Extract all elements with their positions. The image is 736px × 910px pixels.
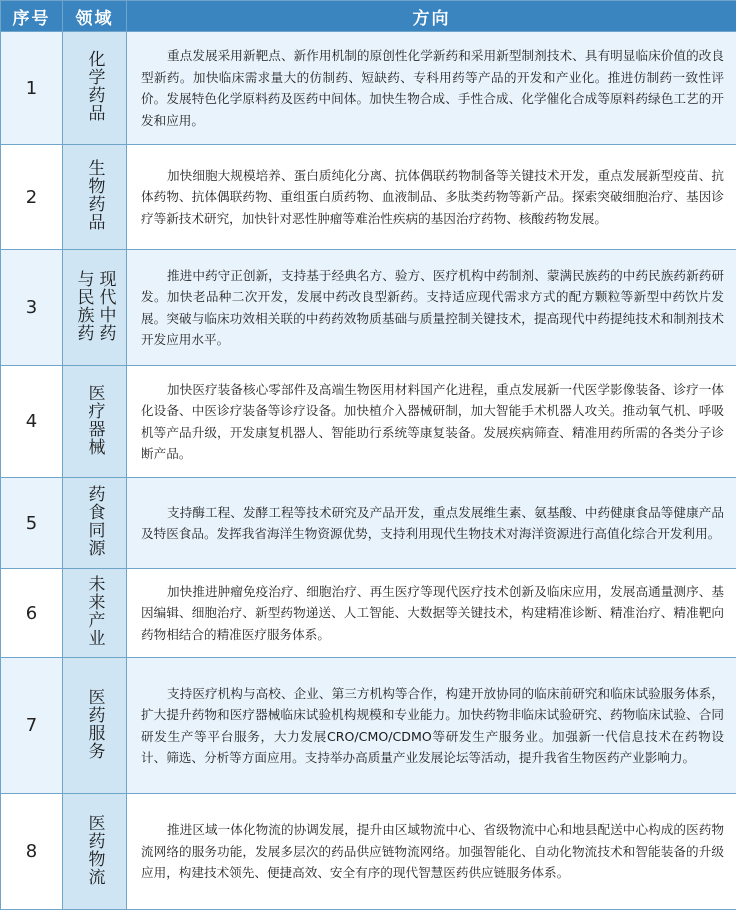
row-description (127, 478, 736, 569)
table-row (1, 145, 736, 250)
row-description-text: 推进区域一体化物流的协调发展，提升由区域物流中心、省级物流中心和地县配送中心构成的医药物流网络的服务功能，发展多层次的药品供应链物流网络。加强智能化、自动化物流技术和智能装备的升级应用，构建技术领先、便捷高效、安全有序的现代智慧医药供应链服务体系。 (141, 822, 724, 881)
header-num: 序号 (1, 1, 63, 32)
table-row (1, 478, 736, 569)
table-row (1, 250, 736, 366)
row-num: 4 (1, 366, 63, 478)
table-row (1, 658, 736, 794)
row-num: 6 (1, 569, 63, 658)
row-description-text: 支持医疗机构与高校、企业、第三方机构等合作，构建开放协同的临床前研究和临床试验服务体系，扩大提升药物和医疗器械临床试验机构规模和专业能力。加快药物非临床试验研究、药物临床试验、合同研发生产等平台服务，大力发展CRO/CMO/CDMO等研发生产服务业。加强新一代信息技术在药物设计、筛选、分析等方面应用。支持举办高质量产业发展论坛等活动，提升我省生物医药产业影响力。 (141, 685, 724, 765)
row-field-label: 医药服务 (84, 687, 105, 760)
row-field-label: 化学药品 (84, 50, 105, 122)
table-row (1, 32, 736, 145)
row-field-label: 生物药品 (84, 159, 105, 231)
row-field-label: 未来产业 (84, 575, 105, 647)
row-description (127, 366, 736, 478)
table-row (1, 794, 736, 910)
row-description (127, 32, 736, 145)
row-description (127, 794, 736, 910)
row-field (63, 145, 127, 250)
table-row (1, 366, 736, 478)
row-num: 7 (1, 658, 63, 794)
row-description-text: 支持酶工程、发酵工程等技术研究及产品开发，重点发展维生素、氨基酸、中药健康食品等健康产品及特医食品。发挥我省海洋生物资源优势，支持利用现代生物技术对海洋资源进行高值化综合开发利用。 (141, 504, 724, 541)
row-description (127, 250, 736, 366)
row-description-text: 加快医疗装备核心零部件及高端生物医用材料国产化进程，重点发展新一代医学影像装备、诊疗一体化设备、中医诊疗装备等诊疗设备。加快植介入器械研制，加大智能手术机器人攻关。推动氧气机、呼吸机等产品升级，开发康复机器人、智能助行系统等康复装备。发展疾病筛查、精准用药所需的各类分子诊断产品。 (141, 381, 724, 461)
table-header (1, 1, 736, 32)
header-field: 领域 (63, 1, 127, 32)
row-field (63, 250, 127, 366)
row-description (127, 569, 736, 658)
row-description-text: 推进中药守正创新，支持基于经典名方、验方、医疗机构中药制剂、蒙满民族药的中药民族药新药研发。加快老品种二次开发，发展中药改良型新药。支持适应现代需求方式的配方颗粒等新型中药饮片发展。突破与临床功效相关联的中药药效物质基础与质量控制关键技术，提高现代中药提纯技术和制剂技术开发应用水平。 (141, 267, 724, 347)
row-description (127, 658, 736, 794)
row-num: 3 (1, 250, 63, 366)
row-num: 1 (1, 32, 63, 145)
row-field (63, 794, 127, 910)
row-field-label: 医药物流 (84, 813, 105, 886)
row-num: 8 (1, 794, 63, 910)
row-description-text: 加快推进肿瘤免疫治疗、细胞治疗、再生医疗等现代医疗技术创新及临床应用，发展高通量测序、基因编辑、细胞治疗、新型药物递送、人工智能、大数据等关键技术，构建精准诊断、精准治疗、精准靶向药物相结合的精准医疗服务体系。 (141, 583, 724, 642)
header-direction: 方向 (127, 1, 736, 32)
row-field-label: 医疗器械 (84, 383, 105, 456)
row-description-text: 重点发展采用新靶点、新作用机制的原创性化学新药和采用新型制剂技术、具有明显临床价值的改良型新药。加快临床需求量大的仿制药、短缺药、专科用药等产品的开发和产业化。推进仿制药一致性评价。发展特色化学原料药及医药中间体。加快生物合成、手性合成、化学催化合成等原料药绿色工艺的开发和应用。 (141, 48, 724, 128)
row-field (63, 658, 127, 794)
row-field-label: 药食同源 (84, 485, 105, 557)
row-num: 5 (1, 478, 63, 569)
row-num: 2 (1, 145, 63, 250)
row-field (63, 32, 127, 145)
row-field (63, 478, 127, 569)
row-field (63, 569, 127, 658)
row-description (127, 145, 736, 250)
row-description-text: 加快细胞大规模培养、蛋白质纯化分离、抗体偶联药物制备等关键技术开发，重点发展新型疫苗、抗体药物、抗体偶联药物、重组蛋白质药物、血液制品、多肽类药物等新产品。探索突破细胞治疗、基因诊疗等新技术研究，加快针对恶性肿瘤等难治性疾病的基因治疗药物、核酸药物发展。 (141, 167, 724, 226)
table-row (1, 569, 736, 658)
row-field-label: 现代中药与民族药 (73, 269, 116, 342)
row-field (63, 366, 127, 478)
